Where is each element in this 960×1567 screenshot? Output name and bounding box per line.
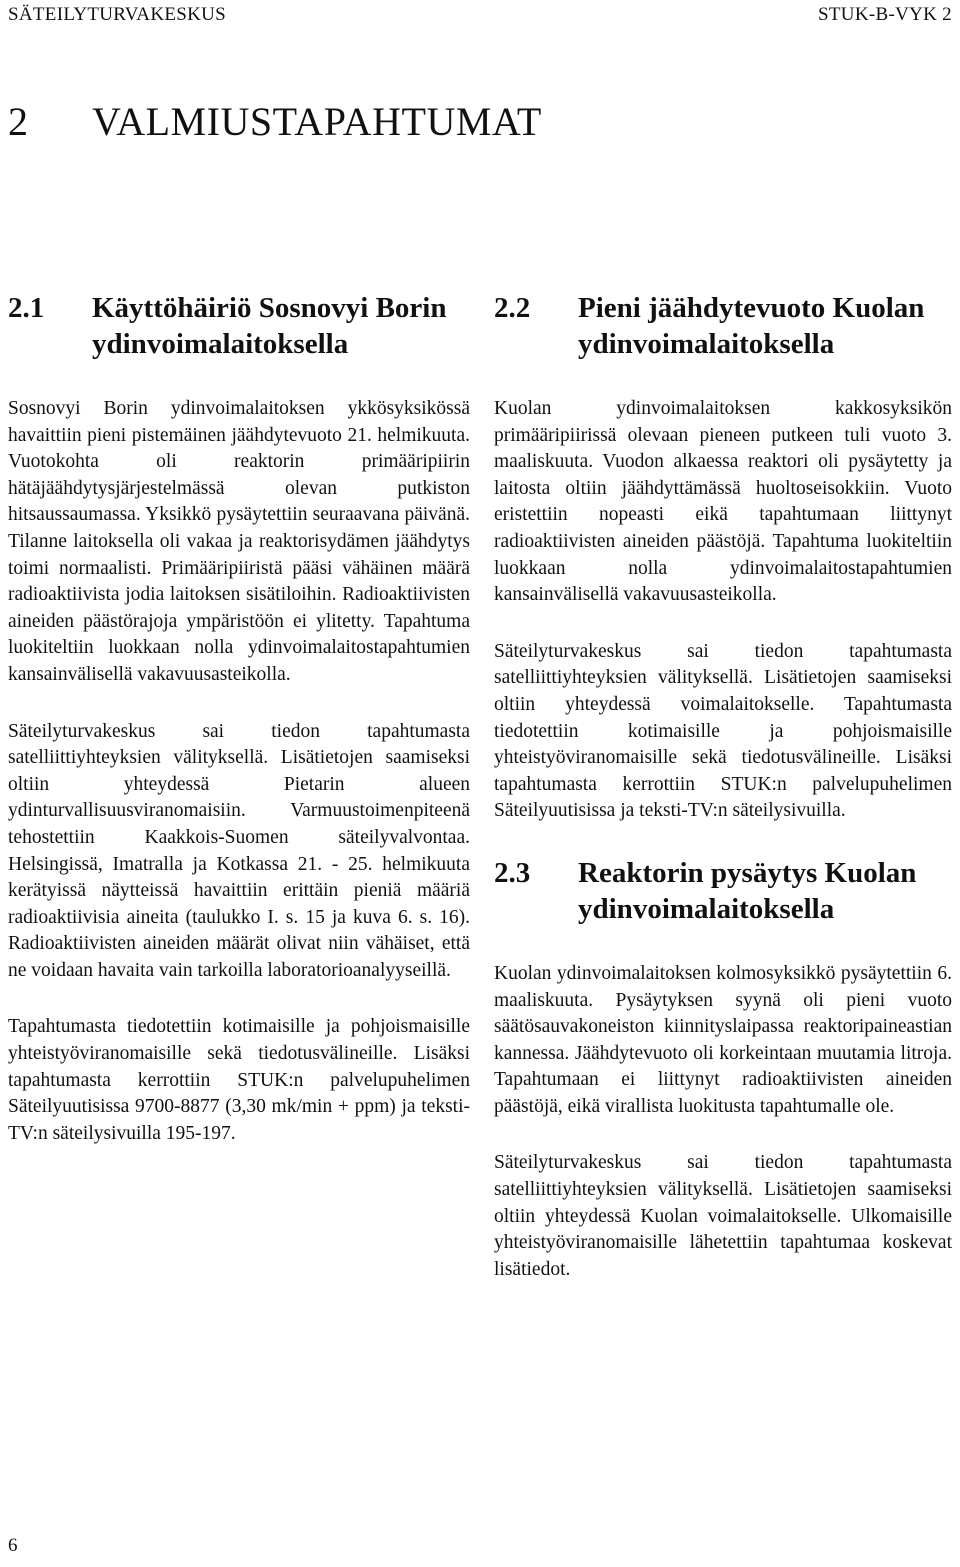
- section-number: 2.2: [494, 292, 531, 324]
- header-report-code: STUK-B-VYK 2: [818, 4, 952, 25]
- paragraph: Kuolan ydinvoimalaitoksen kolmosyksikkö pysäytettiin 6. maaliskuuta. Pysäytyksen syynä oli pieni vuoto säätösauvakoneiston kiinnityslaipassa reaktoripaineastian kannessa. Jäähdytevuoto oli korkeintaan muutamia litroja. Tapahtumaan ei liittynyt radioaktiivisten aineiden päästöjä, eikä virallista luokitusta tapahtumalle ole.: [494, 962, 952, 1117]
- paragraph: Tapahtumasta tiedotettiin kotimaisille ja pohjoismaisille yhteistyöviranomaisille sekä tiedotusvälineille. Lisäksi tapahtumasta kerrottiin STUK:n palvelupuhelimen Säteilyuutisissa 9700-8877 (3,30 mk/min + ppm) ja teksti-TV:n säteilysivuilla 195-197.: [8, 1016, 470, 1144]
- page-number: 6: [8, 1535, 18, 1556]
- section-title: Reaktorin pysäytys Kuolan ydinvoimalaitoksella: [578, 856, 917, 925]
- paragraph: Säteilyturvakeskus sai tiedon tapahtumasta satelliittiyhteyksien välityksellä. Lisätietojen saamiseksi oltiin yhteydessä voimalaitokselle. Tapahtumasta tiedotettiin kotimaisille ja pohjoismaisille yhteistyöviranomaisille sekä tiedotusvälineille. Lisäksi tapahtumasta kerrottiin STUK:n palvelupuhelimen Säteilyuutisissa ja teksti-TV:n säteilysivuilla.: [494, 640, 952, 822]
- section-title: Käyttöhäiriö Sosnovyi Borin ydinvoimalaitoksella: [92, 292, 447, 360]
- section-heading: [8, 290, 470, 362]
- paragraph: Sosnovyi Borin ydinvoimalaitoksen ykkösyksikössä havaittiin pieni pistemäinen jäähdytevuoto 21. helmikuuta. Vuotokohta oli reaktorin primääripiirin hätäjäähdytysjärjestelmässä olevan putkiston hitsaussaumassa. Yksikkö pysäytettiin seuraavana päivänä. Tilanne laitoksella oli vakaa ja reaktorisydämen jäähdytys toimi normaalisti. Primääripiiristä pääsi vähäinen määrä radioaktiivista jodia laitoksen sisätiloihin. Radioaktiivisten aineiden päästörajoja ympäristöön ei ylitetty. Tapahtuma luokiteltiin luokkaan nolla ydinvoimalaitostapahtumien kansainvälisellä vakavuusasteikolla.: [8, 398, 470, 685]
- chapter-title-text: VALMIUSTAPAHTUMAT: [92, 99, 542, 144]
- chapter-number: 2: [8, 99, 29, 144]
- section-heading: [494, 290, 952, 362]
- section-heading: [494, 855, 952, 927]
- section-title: Pieni jäähdytevuoto Kuolan ydinvoimalaitoksella: [578, 292, 925, 360]
- running-header: [8, 4, 952, 26]
- header-organization: SÄTEILYTURVAKESKUS: [8, 4, 227, 25]
- section-number: 2.1: [8, 292, 45, 324]
- paragraph: Säteilyturvakeskus sai tiedon tapahtumasta satelliittiyhteyksien välityksellä. Lisätietojen saamiseksi oltiin yhteydessä Pietarin alueen ydinturvallisuusviranomaisiin. Varmuustoimenpiteenä tehostettiin Kaakkois-Suomen säteilyvalvontaa. Helsingissä, Imatralla ja Kotkassa 21. - 25. helmikuuta kerätyissä näytteissä havaittiin erittäin pieniä määriä radioaktiivisia aineita (taulukko I. s. 15 ja kuva 6. s. 16). Radioaktiivisten aineiden määrät olivat niin vähäiset, että ne voidaan havaita vain tarkoilla laboratorioanalyyseillä.: [8, 720, 470, 981]
- left-column: [8, 290, 470, 1177]
- chapter-title: [8, 98, 542, 145]
- right-column: [494, 290, 952, 1313]
- paragraph: Kuolan ydinvoimalaitoksen kakkosyksikön primääripiirissä olevaan pieneen putkeen tuli vuoto 3. maaliskuuta. Vuodon alkaessa reaktori oli pysäytetty ja laitosta oltiin jäähdyttämässä huoltoseisokkiin. Vuoto eristettiin nopeasti eikä tapahtumaan liittynyt radioaktiivisten aineiden päästöjä. Tapahtuma luokiteltiin luokkaan nolla ydinvoimalaitostapahtumien kansainvälisellä vakavuusasteikolla.: [494, 398, 952, 606]
- paragraph: Säteilyturvakeskus sai tiedon tapahtumasta satelliittiyhteyksien välityksellä. Lisätietojen saamiseksi oltiin yhteydessä Kuolan voimalaitokselle. Ulkomaisille yhteistyöviranomaisille lähetettiin tapahtumaa koskevat lisätiedot.: [494, 1152, 952, 1280]
- section-number: 2.3: [494, 856, 531, 889]
